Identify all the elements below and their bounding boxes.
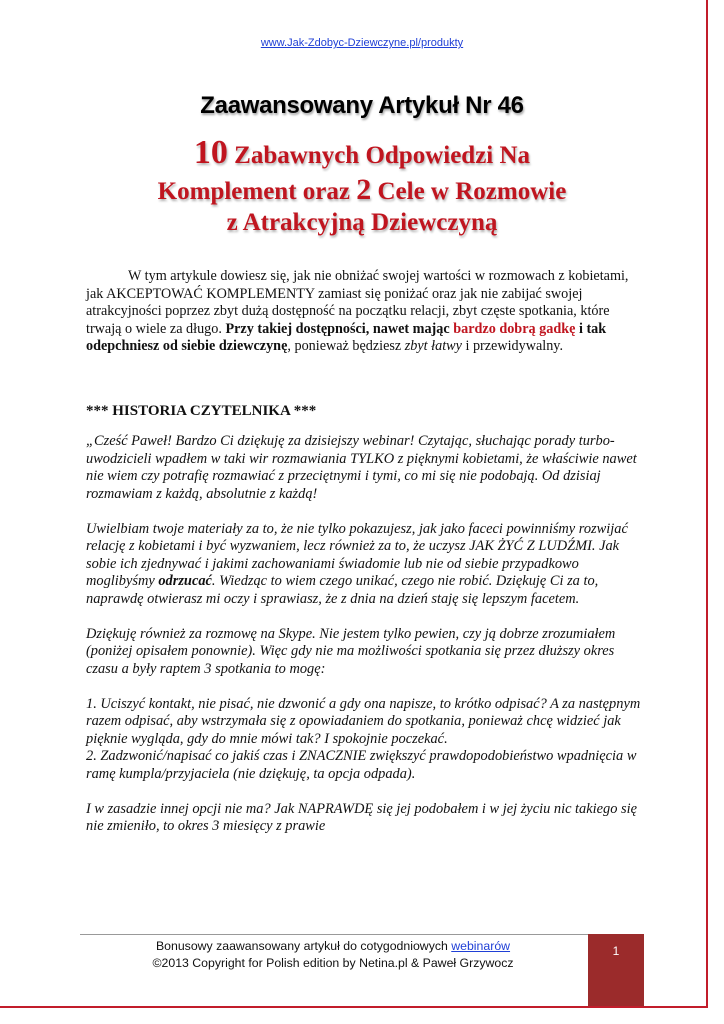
story-list	[86, 696, 646, 784]
intro-red-phrase: bardzo dobrą gadkę	[453, 320, 576, 337]
page-number: 1	[612, 944, 620, 958]
story-paragraph-2-b: . Wiedząc to wiem czego unikać, czego nie robić. Dziękuję Ci za to, naprawdę otwierasz mi oczy i sprawiasz, że z dnia na dzień staję się lepszym facetem.	[86, 573, 599, 607]
article-number-title: Zaawansowany Artykuł Nr 46	[200, 92, 524, 119]
title-line-2	[0, 136, 724, 170]
footer	[80, 938, 586, 972]
story-paragraph-4: I w zasadzie innej opcji nie ma? Jak NAPRAWDĘ się jej podobałem i w jej życiu nic takiego się nie zmieniło, to okres 3 miesięcy z prawie	[86, 800, 637, 834]
intro-emphasis: zbyt łatwy	[404, 338, 462, 354]
title-number-2: 2	[356, 173, 372, 206]
reader-story	[86, 433, 646, 853]
intro-paragraph	[86, 268, 632, 356]
story-item-2: 2. Zadzwonić/napisać co jakiś czas i ZNACZNIE zwiększyć prawdopodobieństwo wpadnięcia w ramę kumpla/przyjaciela (nie dziękuję, ta opcja odpada).	[86, 748, 637, 782]
intro-bold-1: Przy takiej dostępności, nawet mając	[225, 320, 454, 337]
footer-copyright: ©2013 Copyright for Polish edition by Netina.pl & Paweł Grzywocz	[152, 956, 514, 970]
title-line-2-text: Zabawnych Odpowiedzi Na	[227, 142, 531, 169]
title-line-3-a: Komplement oraz	[157, 178, 357, 205]
intro-bold-2: i tak odepchniesz od siebie dziewczynę	[86, 320, 607, 354]
story-bold-word: odrzucać	[158, 573, 212, 589]
title-line-4: z Atrakcyjną Dziewczyną	[226, 209, 498, 236]
intro-text-1: W tym artykule dowiesz się, jak nie obniżać swojej wartości w rozmowach z kobietami, jak AKCEPTOWAĆ KOMPLEMENTY zamiast się poniżać oraz jak nie zabijać swojej atrakcyjności poprzez zbyt dużą dostępność na początku relacji, zbyt częste spotkania, które trwają o wiele za długo.	[86, 268, 629, 337]
title-line-3	[0, 175, 724, 205]
page-number-box	[588, 934, 644, 1006]
footer-line-1	[80, 938, 586, 955]
intro-text-3: i przewidywalny.	[461, 338, 564, 354]
story-paragraph-2	[86, 521, 646, 609]
footer-text: Bonusowy zaawansowany artykuł do cotygodniowych	[155, 939, 452, 953]
header-url-link[interactable]: www.Jak-Zdobyc-Dziewczyne.pl/produkty	[260, 37, 464, 49]
story-paragraph-2-a: Uwielbiam twoje materiały za to, że nie tylko pokazujesz, jak jako faceci powinniśmy rozwijać relację z kobietami i być wyzwaniem, lecz również za to, że uczysz JAK ŻYĆ Z LUDŹMI. Jak sobie ich zjednywać i jakimi zachowaniami świadomie lub nie od siebie przypadkowo moglibyśmy	[86, 520, 628, 589]
intro-text-2: , ponieważ będziesz	[287, 338, 405, 354]
footer-webinar-link[interactable]: webinarów	[451, 939, 511, 953]
story-paragraph-1: „Cześć Paweł! Bardzo Ci dziękuję za dzisiejszy webinar! Czytając, słuchając porady turbo-uwodzicieli wpadłem w taki wir rozmawiania TYLKO z pięknymi kobietami, że właściwie nawet nie wiem czy potrafię rozmawiać z przeciętnymi i tymi, co mi się nie podobają. Od dzisiaj rozmawiam z każdą, absolutnie z każdą!	[86, 433, 637, 502]
page-border-bottom	[0, 1006, 708, 1008]
story-item-1: 1. Uciszyć kontakt, nie pisać, nie dzwonić a gdy ona napisze, to krótko odpisać? A za następnym razem odpisać, aby wstrzymała się z opowiadaniem do spotkania, ponieważ chcę widzieć jak pięknie wygląda, gdy do mnie mówi tak? I spokojnie poczekać.	[86, 695, 641, 747]
title-line-3-b: Cele w Rozmowie	[371, 178, 567, 205]
title-number-10: 10	[193, 134, 228, 171]
section-heading: *** HISTORIA CZYTELNIKA ***	[86, 403, 317, 419]
footer-divider	[80, 934, 644, 935]
story-paragraph-3: Dziękuję również za rozmowę na Skype. Nie jestem tylko pewien, czy ją dobrze zrozumiałem (poniżej opisałem ponownie). Więc gdy nie ma możliwości spotkania się przez dłuższy okres czasu a były raptem 3 spotkania to mogę:	[86, 625, 616, 677]
